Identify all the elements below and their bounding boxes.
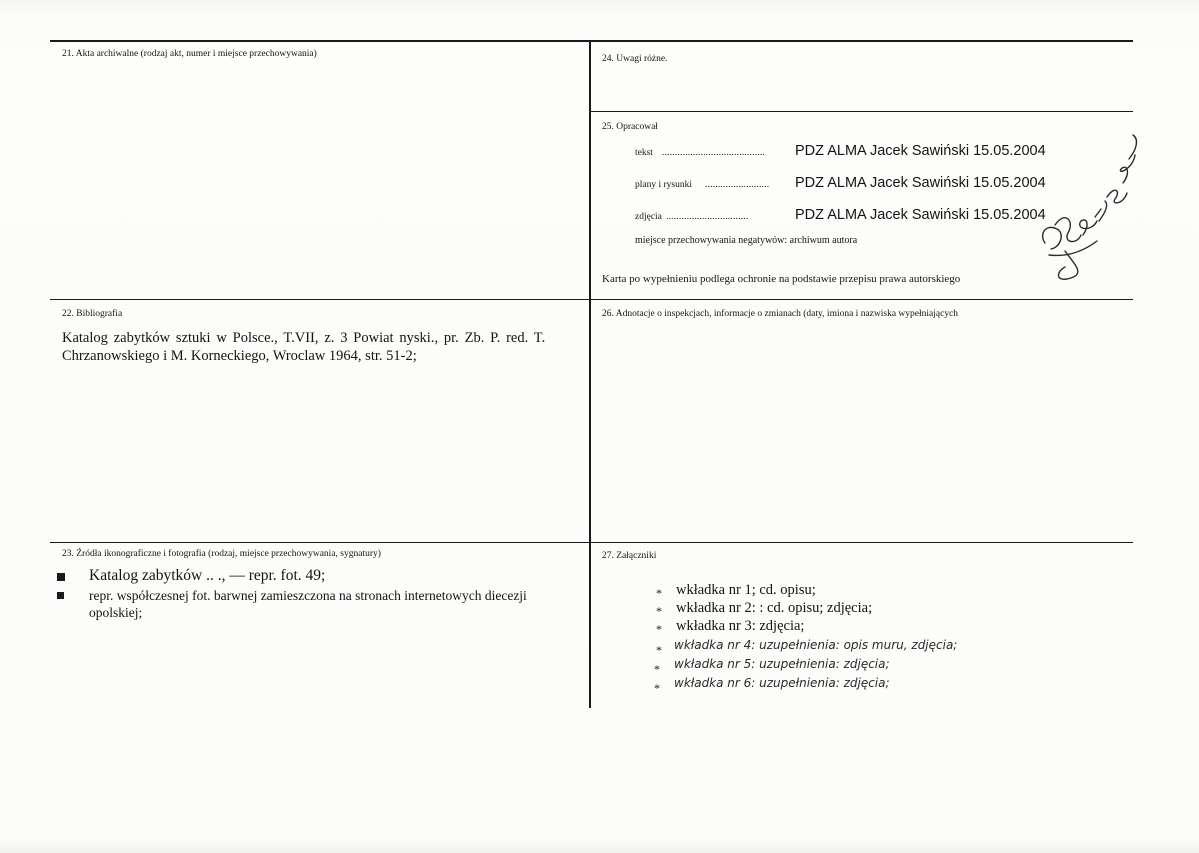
asterisk-bullet-icon: *	[654, 681, 660, 695]
rule-24-25	[589, 111, 1133, 112]
attachment-item-3: wkładka nr 3: zdjęcia;	[676, 618, 805, 634]
section-23-label: 23. Źródła ikonograficzne i fotografia (rodzaj, miejsce przechowywania, sygnatury)	[62, 549, 381, 559]
bullet-square-icon	[57, 592, 64, 599]
section-21-label: 21. Akta archiwalne (rodzaj akt, numer i miejsce przechowywania)	[62, 49, 317, 59]
negatives-storage: miejsce przechowywania negatywów: archiwum autora	[635, 235, 858, 246]
vertical-divider	[589, 40, 591, 708]
author-row-photos-dots: ................................	[666, 212, 749, 222]
author-row-text-label: tekst	[635, 148, 653, 158]
section-25-label: 25. Opracował	[602, 122, 658, 132]
bibliography-line-2: Chrzanowskiego i M. Korneckiego, Wroclaw 1964, str. 51-2;	[62, 348, 417, 364]
iconography-item-2-line-2: opolskiej;	[89, 605, 143, 620]
rule-22-23	[50, 542, 1133, 543]
author-row-text-dots: ........................................	[662, 148, 765, 158]
section-27-label: 27. Załączniki	[602, 551, 657, 561]
rule-21-22	[50, 299, 1133, 300]
author-row-plans-value: PDZ ALMA Jacek Sawiński 15.05.2004	[795, 175, 1046, 191]
author-row-text-value: PDZ ALMA Jacek Sawiński 15.05.2004	[795, 143, 1046, 159]
author-row-plans-label: plany i rysunki	[635, 180, 692, 190]
author-row-photos-value: PDZ ALMA Jacek Sawiński 15.05.2004	[795, 207, 1046, 223]
section-26-label: 26. Adnotacje o inspekcjach, informacje o zmianach (daty, imiona i nazwiska wypełniających	[602, 309, 959, 319]
top-rule	[50, 40, 1133, 42]
asterisk-bullet-icon: *	[656, 586, 662, 600]
iconography-item-1: Katalog zabytków .. ., — repr. fot. 49;	[89, 567, 326, 584]
attachment-item-1: wkładka nr 1; cd. opisu;	[676, 582, 816, 598]
bullet-square-icon	[57, 573, 65, 581]
section-22-label: 22. Bibliografia	[62, 309, 123, 319]
attachment-handwritten-4: wkładka nr 4: uzupełnienia: opis muru, zdjęcia;	[674, 638, 958, 652]
bibliography-line-1: Katalog zabytków sztuki w Polsce., T.VII, z. 3 Powiat nyski., pr. Zb. P. red. T.	[62, 330, 546, 346]
author-row-photos-label: zdjęcia	[635, 212, 662, 222]
attachment-handwritten-5: wkładka nr 5: uzupełnienia: zdjęcia;	[674, 657, 890, 671]
asterisk-bullet-icon: *	[654, 662, 660, 676]
section-24-label: 24. Uwagi różne.	[602, 54, 668, 64]
asterisk-bullet-icon: *	[656, 622, 662, 636]
asterisk-bullet-icon: *	[656, 643, 662, 657]
handwritten-signature	[1035, 125, 1145, 285]
iconography-item-2-line-1: repr. współczesnej fot. barwnej zamieszczona na stronach internetowych diecezji	[89, 588, 527, 603]
attachment-handwritten-6: wkładka nr 6: uzupełnienia: zdjęcia;	[674, 676, 890, 690]
attachment-item-2: wkładka nr 2: : cd. opisu; zdjęcia;	[676, 600, 873, 616]
copyright-note: Karta po wypełnieniu podlega ochronie na podstawie przepisu prawa autorskiego	[602, 273, 961, 285]
author-row-plans-dots: .........................	[705, 180, 770, 190]
asterisk-bullet-icon: *	[656, 604, 662, 618]
